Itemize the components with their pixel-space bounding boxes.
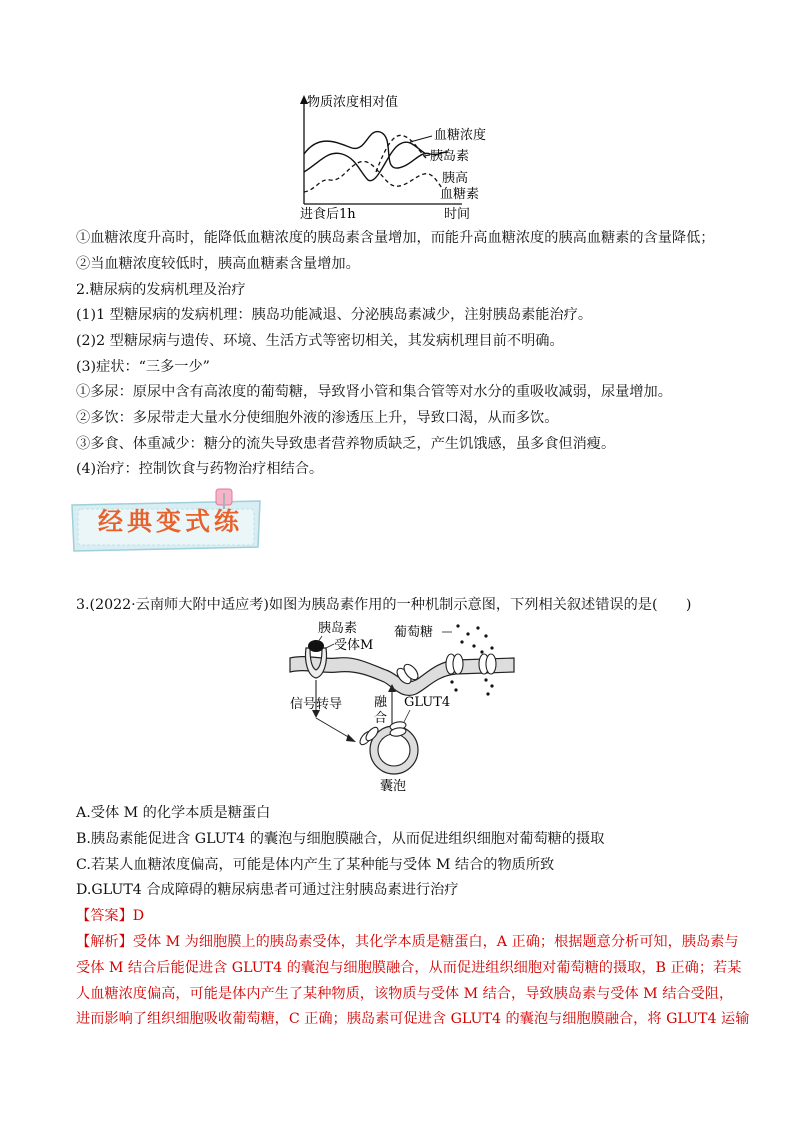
option-d: D.GLUT4 合成障碍的糖尿病患者可通过注射胰岛素进行治疗 xyxy=(76,882,459,898)
legend-glucose: 血糖浓度 xyxy=(434,128,487,143)
analysis-line: 【解析】受体 M 为细胞膜上的胰岛素受体，其化学本质是糖蛋白，A 正确；根据题意分析可知，胰岛素与 xyxy=(76,934,739,950)
x-axis-label-right: 时间 xyxy=(444,207,471,222)
label-glucose: 葡萄糖 xyxy=(394,625,434,640)
para-line: ①多尿：原尿中含有高浓度的葡萄糖，导致肾小管和集合管等对水分的重吸收减弱，尿量增加。 xyxy=(76,384,672,400)
para-line: ②多饮：多尿带走大量水分使细胞外液的渗透压上升，导致口渴，从而多饮。 xyxy=(76,410,559,426)
section-banner-title: 经典变式练 xyxy=(98,507,244,536)
para-line: ②当血糖浓度较低时，胰高血糖素含量增加。 xyxy=(76,256,360,272)
glut4-channel xyxy=(446,654,463,674)
insulin-mechanism-diagram xyxy=(286,614,516,794)
glucagon-curve xyxy=(304,161,442,192)
label-vesicle: 囊泡 xyxy=(380,779,407,794)
label-fusion-1: 融 xyxy=(374,695,388,710)
answer: 【答案】D xyxy=(76,908,145,924)
legend-glucagon-2: 血糖素 xyxy=(440,187,480,202)
label-signal: 信号转导 xyxy=(290,697,343,712)
section-heading: 2.糖尿病的发病机理及治疗 xyxy=(76,282,246,298)
y-axis-label: 物质浓度相对值 xyxy=(307,95,399,110)
x-axis-label-left: 进食后1h xyxy=(300,207,356,222)
legend-insulin: 胰岛素 xyxy=(430,149,470,164)
analysis-line: 人血糖浓度偏高，可能是体内产生了某种物质，该物质与受体 M 结合，导致胰岛素与受体 M 结合受阻， xyxy=(76,986,734,1002)
para-line: (4)治疗：控制饮食与药物治疗相结合。 xyxy=(76,461,324,477)
question-text: 3.(2022·云南师大附中适应考)如图为胰岛素作用的一种机制示意图，下列相关叙述错误的是( ) xyxy=(76,597,692,613)
para-line: (1)1 型糖尿病的发病机理：胰岛功能减退、分泌胰岛素减少，注射胰岛素能治疗。 xyxy=(76,307,593,323)
para-line: ①血糖浓度升高时，能降低血糖浓度的胰岛素含量增加，而能升高血糖浓度的胰高血糖素的含量降低； xyxy=(76,230,715,246)
glut4-channel xyxy=(479,654,496,674)
label-fusion-2: 合 xyxy=(374,711,388,726)
analysis-line: 受体 M 结合后能促进含 GLUT4 的囊泡与细胞膜融合，从而促进组织细胞对葡萄糖的摄取，B 正确；若某 xyxy=(76,960,742,976)
option-a: A.受体 M 的化学本质是糖蛋白 xyxy=(76,805,271,821)
para-line: (2)2 型糖尿病与遗传、环境、生活方式等密切相关，其发病机理目前不明确。 xyxy=(76,333,564,349)
insulin-molecule xyxy=(308,640,324,652)
analysis-line: 进而影响了组织细胞吸收葡萄糖，C 正确；胰岛素可促进含 GLUT4 的囊泡与细胞膜融合，将 GLUT4 运输 xyxy=(76,1011,750,1027)
concentration-graph xyxy=(290,92,530,224)
para-line: ③多食、体重减少：糖分的流失导致患者营养物质缺乏，产生饥饿感，虽多食但消瘦。 xyxy=(76,436,616,452)
label-glut4: GLUT4 xyxy=(404,695,451,710)
option-c: C.若某人血糖浓度偏高，可能是体内产生了某种能与受体 M 结合的物质所致 xyxy=(76,857,555,873)
legend-glucagon-1: 胰高 xyxy=(442,171,469,186)
option-b: B.胰岛素能促进含 GLUT4 的囊泡与细胞膜融合，从而促进组织细胞对葡萄糖的摄取 xyxy=(76,831,605,847)
para-line: (3)症状：“三多一少” xyxy=(76,359,210,375)
label-receptor-m: 受体M xyxy=(334,638,374,653)
label-insulin: 胰岛素 xyxy=(318,621,358,636)
